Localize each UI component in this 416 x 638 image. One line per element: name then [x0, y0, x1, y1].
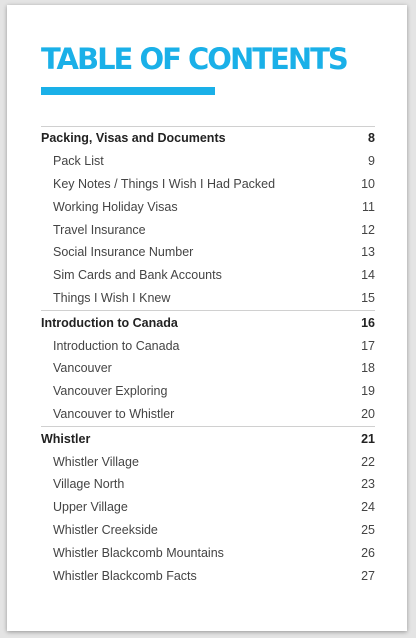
toc-item[interactable]	[41, 564, 375, 587]
toc-item[interactable]	[41, 496, 375, 519]
toc-item[interactable]	[41, 334, 375, 357]
toc-item-title: Travel Insurance	[53, 222, 146, 237]
toc-item-page: 22	[361, 454, 375, 469]
toc-item-title: Vancouver to Whistler	[53, 406, 175, 421]
toc-item[interactable]	[41, 173, 375, 196]
toc-item-page: 12	[361, 222, 375, 237]
toc-item-title: Village North	[53, 477, 125, 492]
toc-section-whistler[interactable]	[41, 427, 375, 450]
toc-item[interactable]	[41, 195, 375, 218]
toc-item-title: Introduction to Canada	[53, 338, 180, 353]
toc-section-title: Introduction to Canada	[41, 315, 178, 330]
toc-item-title: Things I Wish I Knew	[53, 290, 171, 305]
toc-item[interactable]	[41, 287, 375, 310]
toc-item-title: Upper Village	[53, 500, 128, 515]
toc-item-page: 11	[362, 199, 375, 214]
toc-item-title: Pack List	[53, 154, 104, 169]
toc-item-title: Whistler Blackcomb Facts	[53, 568, 197, 583]
toc-section-packing[interactable]	[41, 127, 375, 150]
toc-item-title: Key Notes / Things I Wish I Had Packed	[53, 176, 276, 191]
toc-section-page: 21	[361, 431, 375, 446]
toc-item-title: Whistler Village	[53, 454, 139, 469]
toc-item[interactable]	[41, 519, 375, 542]
toc-item[interactable]	[41, 473, 375, 496]
table-of-contents	[41, 125, 375, 587]
toc-item-page: 13	[361, 245, 375, 260]
title-underline	[41, 87, 215, 95]
toc-item-page: 23	[361, 477, 375, 492]
toc-item-page: 10	[361, 176, 375, 191]
toc-item-title: Sim Cards and Bank Accounts	[53, 268, 222, 283]
toc-item-page: 20	[361, 406, 375, 421]
toc-section-page: 16	[361, 315, 375, 330]
toc-item[interactable]	[41, 241, 375, 264]
toc-section-canada[interactable]	[41, 311, 375, 334]
toc-item[interactable]	[41, 541, 375, 564]
document-page	[7, 5, 407, 631]
toc-item[interactable]	[41, 403, 375, 426]
toc-item-page: 9	[368, 154, 375, 169]
toc-item-title: Vancouver	[53, 361, 112, 376]
toc-item-page: 18	[361, 361, 375, 376]
toc-item[interactable]	[41, 218, 375, 241]
toc-section-title: Packing, Visas and Documents	[41, 131, 226, 146]
toc-item-page: 15	[361, 290, 375, 305]
toc-item-title: Social Insurance Number	[53, 245, 194, 260]
toc-item-title: Vancouver Exploring	[53, 384, 168, 399]
toc-item-page: 26	[361, 545, 375, 560]
page-title: TABLE OF CONTENTS	[41, 42, 347, 76]
toc-item-title: Whistler Blackcomb Mountains	[53, 545, 224, 560]
toc-item[interactable]	[41, 150, 375, 173]
toc-item-title: Whistler Creekside	[53, 522, 158, 537]
toc-section-title: Whistler	[41, 431, 91, 446]
toc-item-page: 17	[361, 338, 375, 353]
toc-item-page: 19	[361, 384, 375, 399]
toc-item[interactable]	[41, 380, 375, 403]
toc-item-page: 27	[361, 568, 375, 583]
toc-item-page: 25	[361, 522, 375, 537]
toc-item-title: Working Holiday Visas	[53, 199, 178, 214]
toc-item[interactable]	[41, 264, 375, 287]
toc-item-page: 24	[361, 500, 375, 515]
toc-item[interactable]	[41, 450, 375, 473]
toc-section-page: 8	[368, 131, 375, 146]
toc-item-page: 14	[361, 268, 375, 283]
toc-item[interactable]	[41, 357, 375, 380]
